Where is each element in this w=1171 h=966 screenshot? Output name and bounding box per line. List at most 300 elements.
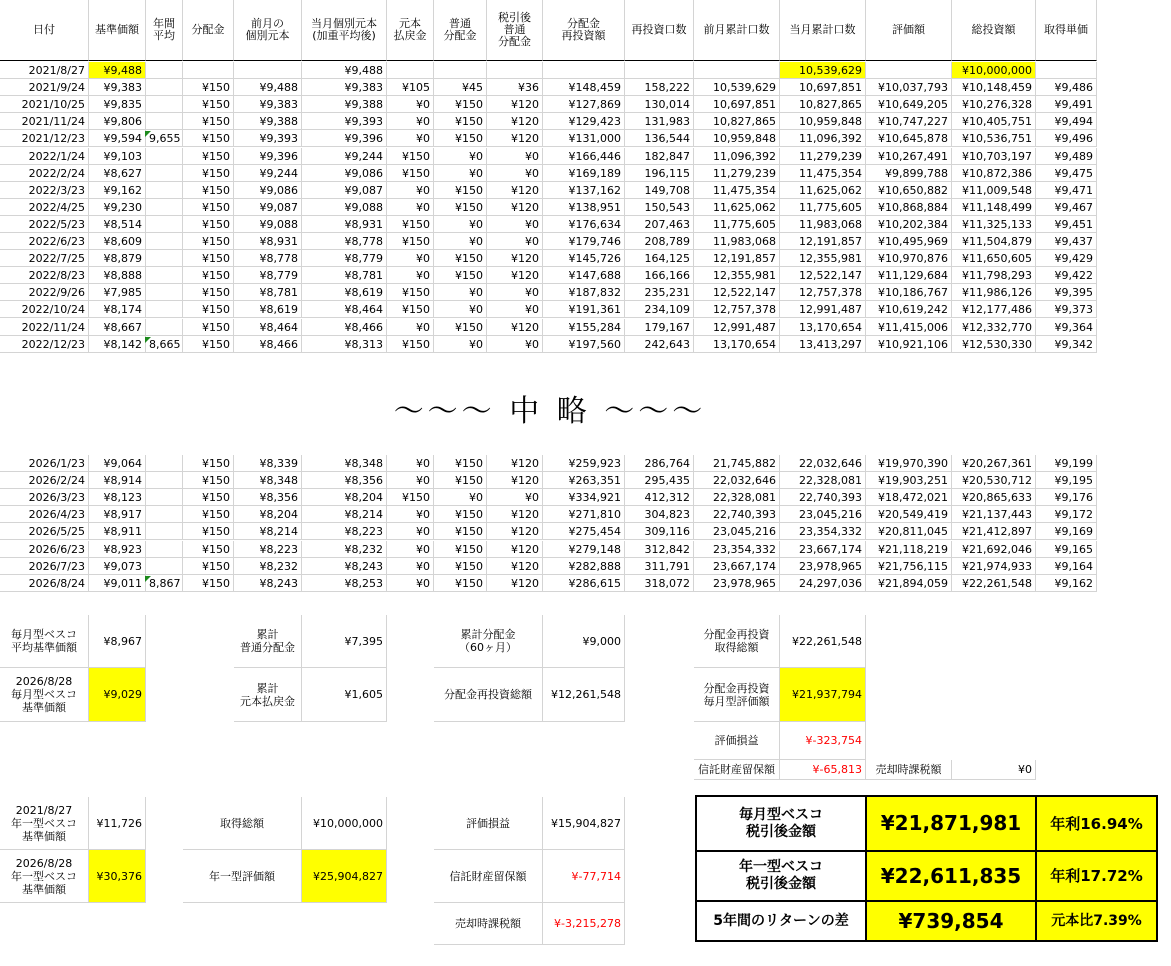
data-cell[interactable]: ¥8,214 [302, 506, 387, 523]
date-cell[interactable]: 2021/9/24 [0, 79, 89, 96]
data-cell[interactable]: ¥8,232 [302, 541, 387, 558]
data-cell[interactable]: 304,823 [625, 506, 694, 523]
data-cell[interactable]: 11,279,239 [694, 165, 780, 182]
date-cell[interactable]: 2026/8/24 [0, 575, 89, 592]
data-cell[interactable]: 23,045,216 [780, 506, 866, 523]
data-cell[interactable]: ¥150 [183, 182, 234, 199]
data-cell[interactable]: ¥150 [387, 284, 434, 301]
data-cell[interactable]: ¥11,325,133 [952, 216, 1036, 233]
data-cell[interactable]: ¥10,000,000 [952, 62, 1036, 79]
value-cell[interactable]: ¥0 [952, 760, 1036, 780]
data-cell[interactable]: ¥8,609 [89, 233, 146, 250]
data-cell[interactable] [1036, 62, 1097, 79]
data-cell[interactable]: ¥21,137,443 [952, 506, 1036, 523]
date-cell[interactable]: 2022/7/25 [0, 250, 89, 267]
data-cell[interactable]: ¥10,202,384 [866, 216, 952, 233]
data-cell[interactable]: ¥279,148 [543, 541, 625, 558]
data-cell[interactable]: ¥150 [183, 336, 234, 353]
data-cell[interactable]: 10,697,851 [780, 79, 866, 96]
data-cell[interactable]: 23,978,965 [780, 558, 866, 575]
data-cell[interactable]: 11,983,068 [694, 233, 780, 250]
data-cell[interactable]: ¥150 [387, 165, 434, 182]
data-cell[interactable]: 412,312 [625, 489, 694, 506]
data-cell[interactable]: ¥9,230 [89, 199, 146, 216]
data-cell[interactable]: ¥20,865,633 [952, 489, 1036, 506]
data-cell[interactable]: 11,625,062 [780, 182, 866, 199]
data-cell[interactable]: ¥0 [387, 319, 434, 336]
data-cell[interactable]: ¥0 [434, 148, 487, 165]
data-cell[interactable]: ¥9,396 [302, 130, 387, 147]
column-header[interactable]: 普通 分配金 [434, 0, 487, 61]
value-cell[interactable]: ¥1,605 [302, 668, 387, 722]
label-cell[interactable]: 累計 元本払戻金 [234, 668, 302, 722]
data-cell[interactable]: ¥21,894,059 [866, 575, 952, 592]
value-cell[interactable]: ¥22,261,548 [780, 615, 866, 668]
data-cell[interactable]: 11,475,354 [694, 182, 780, 199]
data-cell[interactable]: ¥8,232 [234, 558, 302, 575]
data-cell[interactable]: ¥271,810 [543, 506, 625, 523]
data-cell[interactable] [146, 472, 183, 489]
data-cell[interactable]: ¥21,412,897 [952, 523, 1036, 540]
data-cell[interactable]: ¥9,396 [234, 148, 302, 165]
data-cell[interactable]: 150,543 [625, 199, 694, 216]
data-cell[interactable]: ¥0 [434, 336, 487, 353]
data-cell[interactable]: ¥0 [387, 199, 434, 216]
data-cell[interactable]: 11,775,605 [780, 199, 866, 216]
data-cell[interactable]: 23,354,332 [780, 523, 866, 540]
data-cell[interactable]: 179,167 [625, 319, 694, 336]
date-cell[interactable]: 2026/7/23 [0, 558, 89, 575]
label-cell[interactable]: 信託財産留保額 [434, 850, 543, 903]
data-cell[interactable]: 10,539,629 [780, 62, 866, 79]
data-cell[interactable] [146, 62, 183, 79]
data-cell[interactable]: ¥0 [434, 216, 487, 233]
data-cell[interactable]: ¥0 [387, 506, 434, 523]
label-cell[interactable]: 2026/8/28 毎月型ベスコ 基準価額 [0, 668, 89, 722]
data-cell[interactable]: ¥8,466 [234, 336, 302, 353]
data-cell[interactable]: 130,014 [625, 96, 694, 113]
value-cell[interactable]: ¥9,029 [89, 668, 146, 722]
data-cell[interactable]: ¥9,011 [89, 575, 146, 592]
data-cell[interactable]: 22,740,393 [780, 489, 866, 506]
data-cell[interactable]: 10,697,851 [694, 96, 780, 113]
date-cell[interactable]: 2022/6/23 [0, 233, 89, 250]
data-cell[interactable]: ¥9,342 [1036, 336, 1097, 353]
data-cell[interactable]: ¥120 [487, 319, 543, 336]
data-cell[interactable]: ¥148,459 [543, 79, 625, 96]
data-cell[interactable]: ¥10,495,969 [866, 233, 952, 250]
data-cell[interactable]: ¥150 [387, 336, 434, 353]
data-cell[interactable]: ¥120 [487, 523, 543, 540]
data-cell[interactable]: 23,978,965 [694, 575, 780, 592]
data-cell[interactable]: ¥20,549,419 [866, 506, 952, 523]
data-cell[interactable]: ¥120 [487, 506, 543, 523]
data-cell[interactable]: ¥9,088 [234, 216, 302, 233]
data-cell[interactable]: ¥9,488 [89, 62, 146, 79]
data-cell[interactable]: 22,740,393 [694, 506, 780, 523]
data-cell[interactable] [387, 62, 434, 79]
data-cell[interactable]: ¥10,536,751 [952, 130, 1036, 147]
data-cell[interactable]: ¥0 [434, 284, 487, 301]
data-cell[interactable]: ¥9,244 [234, 165, 302, 182]
date-cell[interactable]: 2022/11/24 [0, 319, 89, 336]
column-header[interactable]: 評価額 [866, 0, 952, 61]
data-cell[interactable]: ¥11,986,126 [952, 284, 1036, 301]
data-cell[interactable]: ¥9,195 [1036, 472, 1097, 489]
data-cell[interactable]: 158,222 [625, 79, 694, 96]
data-cell[interactable]: ¥0 [387, 523, 434, 540]
data-cell[interactable]: ¥0 [487, 336, 543, 353]
data-cell[interactable]: ¥22,261,548 [952, 575, 1036, 592]
data-cell[interactable]: ¥11,798,293 [952, 267, 1036, 284]
data-cell[interactable]: ¥36 [487, 79, 543, 96]
data-cell[interactable]: 12,191,857 [694, 250, 780, 267]
data-cell[interactable]: ¥155,284 [543, 319, 625, 336]
data-cell[interactable]: ¥9,086 [234, 182, 302, 199]
data-cell[interactable]: 22,328,081 [780, 472, 866, 489]
data-cell[interactable]: 309,116 [625, 523, 694, 540]
data-cell[interactable]: ¥9,393 [234, 130, 302, 147]
value-cell[interactable]: ¥30,376 [89, 850, 146, 903]
value-cell[interactable]: ¥-3,215,278 [543, 903, 625, 945]
data-cell[interactable]: 12,355,981 [694, 267, 780, 284]
data-cell[interactable]: ¥21,692,046 [952, 541, 1036, 558]
data-cell[interactable]: ¥286,615 [543, 575, 625, 592]
value-cell[interactable]: ¥15,904,827 [543, 797, 625, 850]
data-cell[interactable]: ¥9,176 [1036, 489, 1097, 506]
data-cell[interactable] [146, 96, 183, 113]
value-cell[interactable]: ¥21,937,794 [780, 668, 866, 722]
data-cell[interactable]: ¥8,243 [234, 575, 302, 592]
data-cell[interactable]: 11,983,068 [780, 216, 866, 233]
data-cell[interactable]: ¥10,148,459 [952, 79, 1036, 96]
data-cell[interactable]: ¥150 [183, 96, 234, 113]
data-cell[interactable]: ¥19,970,390 [866, 455, 952, 472]
data-cell[interactable]: ¥9,488 [234, 79, 302, 96]
data-cell[interactable] [146, 541, 183, 558]
data-cell[interactable]: ¥150 [183, 523, 234, 540]
data-cell[interactable]: ¥0 [487, 284, 543, 301]
data-cell[interactable]: ¥8,879 [89, 250, 146, 267]
data-cell[interactable]: 8,867 [146, 575, 183, 592]
data-cell[interactable]: ¥11,148,499 [952, 199, 1036, 216]
data-cell[interactable]: ¥150 [434, 182, 487, 199]
data-cell[interactable]: ¥150 [183, 165, 234, 182]
data-cell[interactable]: ¥21,118,219 [866, 541, 952, 558]
date-cell[interactable]: 2026/4/23 [0, 506, 89, 523]
data-cell[interactable]: ¥19,903,251 [866, 472, 952, 489]
data-cell[interactable]: ¥8,778 [302, 233, 387, 250]
data-cell[interactable]: ¥8,514 [89, 216, 146, 233]
date-cell[interactable]: 2022/4/25 [0, 199, 89, 216]
data-cell[interactable]: ¥8,464 [302, 301, 387, 318]
column-header[interactable]: 取得単価 [1036, 0, 1097, 61]
data-cell[interactable]: ¥120 [487, 472, 543, 489]
data-cell[interactable]: ¥9,088 [302, 199, 387, 216]
data-cell[interactable]: ¥120 [487, 130, 543, 147]
data-cell[interactable]: ¥150 [434, 319, 487, 336]
data-cell[interactable]: ¥0 [487, 216, 543, 233]
result-label[interactable]: 5年間のリターンの差 [695, 900, 867, 942]
column-header[interactable]: 日付 [0, 0, 89, 61]
label-cell[interactable]: 分配金再投資 毎月型評価額 [694, 668, 780, 722]
data-cell[interactable]: ¥0 [434, 301, 487, 318]
data-cell[interactable]: 12,522,147 [694, 284, 780, 301]
data-cell[interactable]: 22,032,646 [694, 472, 780, 489]
data-cell[interactable]: 13,413,297 [780, 336, 866, 353]
result-label[interactable]: 年一型ベスコ 税引後金額 [695, 850, 867, 902]
data-cell[interactable]: ¥8,931 [234, 233, 302, 250]
data-cell[interactable]: 23,667,174 [694, 558, 780, 575]
data-cell[interactable]: ¥9,373 [1036, 301, 1097, 318]
data-cell[interactable]: ¥18,472,021 [866, 489, 952, 506]
data-cell[interactable] [146, 523, 183, 540]
data-cell[interactable]: ¥197,560 [543, 336, 625, 353]
data-cell[interactable]: ¥9,383 [234, 96, 302, 113]
data-cell[interactable]: 318,072 [625, 575, 694, 592]
data-cell[interactable]: ¥9,806 [89, 113, 146, 130]
data-cell[interactable] [625, 62, 694, 79]
data-cell[interactable]: 207,463 [625, 216, 694, 233]
data-cell[interactable]: ¥150 [183, 250, 234, 267]
label-cell[interactable]: 累計 普通分配金 [234, 615, 302, 668]
data-cell[interactable]: ¥8,781 [234, 284, 302, 301]
data-cell[interactable]: ¥150 [434, 558, 487, 575]
data-cell[interactable]: ¥275,454 [543, 523, 625, 540]
label-cell[interactable]: 年一型評価額 [183, 850, 302, 903]
data-cell[interactable]: ¥150 [434, 472, 487, 489]
label-cell[interactable]: 分配金再投資 取得総額 [694, 615, 780, 668]
data-cell[interactable]: ¥8,313 [302, 336, 387, 353]
data-cell[interactable]: ¥9,086 [302, 165, 387, 182]
data-cell[interactable]: ¥8,204 [234, 506, 302, 523]
data-cell[interactable]: ¥8,779 [234, 267, 302, 284]
data-cell[interactable]: ¥0 [487, 301, 543, 318]
data-cell[interactable]: ¥11,504,879 [952, 233, 1036, 250]
data-cell[interactable] [146, 79, 183, 96]
data-cell[interactable]: ¥9,064 [89, 455, 146, 472]
data-cell[interactable]: ¥8,779 [302, 250, 387, 267]
data-cell[interactable]: ¥9,087 [302, 182, 387, 199]
data-cell[interactable]: ¥8,214 [234, 523, 302, 540]
data-cell[interactable]: ¥9,103 [89, 148, 146, 165]
data-cell[interactable]: ¥150 [183, 506, 234, 523]
data-cell[interactable]: ¥20,267,361 [952, 455, 1036, 472]
label-cell[interactable]: 評価損益 [434, 797, 543, 850]
data-cell[interactable]: 208,789 [625, 233, 694, 250]
data-cell[interactable]: ¥11,009,548 [952, 182, 1036, 199]
data-cell[interactable]: ¥9,437 [1036, 233, 1097, 250]
data-cell[interactable]: ¥176,634 [543, 216, 625, 233]
data-cell[interactable]: ¥8,917 [89, 506, 146, 523]
data-cell[interactable]: ¥9,164 [1036, 558, 1097, 575]
data-cell[interactable]: ¥0 [387, 575, 434, 592]
data-cell[interactable]: ¥169,189 [543, 165, 625, 182]
data-cell[interactable]: ¥9,169 [1036, 523, 1097, 540]
value-cell[interactable]: ¥-323,754 [780, 722, 866, 760]
data-cell[interactable]: 131,983 [625, 113, 694, 130]
data-cell[interactable]: ¥0 [387, 267, 434, 284]
data-cell[interactable]: ¥0 [387, 455, 434, 472]
data-cell[interactable]: ¥45 [434, 79, 487, 96]
data-cell[interactable]: ¥8,778 [234, 250, 302, 267]
label-cell[interactable]: 2026/8/28 年一型ベスコ 基準価額 [0, 850, 89, 903]
date-cell[interactable]: 2022/3/23 [0, 182, 89, 199]
data-cell[interactable]: 21,745,882 [694, 455, 780, 472]
column-header[interactable]: 分配金 [183, 0, 234, 61]
data-cell[interactable]: ¥9,388 [234, 113, 302, 130]
data-cell[interactable]: ¥120 [487, 455, 543, 472]
column-header[interactable]: 基準価額 [89, 0, 146, 61]
data-cell[interactable]: ¥150 [434, 506, 487, 523]
data-cell[interactable] [146, 182, 183, 199]
column-header[interactable]: 前月累計口数 [694, 0, 780, 61]
data-cell[interactable]: ¥150 [434, 96, 487, 113]
data-cell[interactable]: ¥8,339 [234, 455, 302, 472]
data-cell[interactable] [146, 301, 183, 318]
data-cell[interactable]: ¥105 [387, 79, 434, 96]
data-cell[interactable]: ¥9,471 [1036, 182, 1097, 199]
data-cell[interactable]: ¥150 [183, 216, 234, 233]
data-cell[interactable]: ¥8,223 [302, 523, 387, 540]
data-cell[interactable]: ¥150 [183, 319, 234, 336]
data-cell[interactable]: ¥0 [434, 489, 487, 506]
data-cell[interactable]: ¥0 [387, 113, 434, 130]
data-cell[interactable]: 9,655 [146, 130, 183, 147]
date-cell[interactable]: 2022/8/23 [0, 267, 89, 284]
data-cell[interactable]: 12,757,378 [694, 301, 780, 318]
data-cell[interactable]: ¥10,619,242 [866, 301, 952, 318]
date-cell[interactable]: 2021/8/27 [0, 62, 89, 79]
data-cell[interactable]: ¥9,486 [1036, 79, 1097, 96]
data-cell[interactable]: ¥8,123 [89, 489, 146, 506]
data-cell[interactable] [146, 489, 183, 506]
data-cell[interactable]: ¥150 [434, 455, 487, 472]
data-cell[interactable]: ¥9,244 [302, 148, 387, 165]
data-cell[interactable]: ¥8,464 [234, 319, 302, 336]
data-cell[interactable]: ¥150 [183, 267, 234, 284]
data-cell[interactable]: ¥131,000 [543, 130, 625, 147]
data-cell[interactable]: ¥12,332,770 [952, 319, 1036, 336]
result-rate[interactable]: 元本比7.39% [1035, 900, 1158, 942]
data-cell[interactable]: ¥150 [183, 541, 234, 558]
data-cell[interactable]: ¥10,037,793 [866, 79, 952, 96]
data-cell[interactable]: 10,539,629 [694, 79, 780, 96]
data-cell[interactable]: 12,991,487 [694, 319, 780, 336]
data-cell[interactable]: ¥21,756,115 [866, 558, 952, 575]
data-cell[interactable]: ¥150 [183, 455, 234, 472]
data-cell[interactable]: ¥150 [387, 148, 434, 165]
date-cell[interactable]: 2021/12/23 [0, 130, 89, 147]
data-cell[interactable]: ¥150 [183, 301, 234, 318]
data-cell[interactable]: 242,643 [625, 336, 694, 353]
data-cell[interactable]: 23,045,216 [694, 523, 780, 540]
data-cell[interactable]: ¥282,888 [543, 558, 625, 575]
data-cell[interactable]: ¥259,923 [543, 455, 625, 472]
date-cell[interactable]: 2021/10/25 [0, 96, 89, 113]
data-cell[interactable]: 10,959,848 [780, 113, 866, 130]
data-cell[interactable]: ¥120 [487, 575, 543, 592]
data-cell[interactable]: 312,842 [625, 541, 694, 558]
data-cell[interactable]: ¥150 [434, 199, 487, 216]
data-cell[interactable]: 23,354,332 [694, 541, 780, 558]
date-cell[interactable]: 2026/5/25 [0, 523, 89, 540]
value-cell[interactable]: ¥-65,813 [780, 760, 866, 780]
data-cell[interactable]: 10,827,865 [780, 96, 866, 113]
data-cell[interactable]: ¥9,451 [1036, 216, 1097, 233]
data-cell[interactable] [866, 62, 952, 79]
data-cell[interactable]: ¥120 [487, 558, 543, 575]
column-header[interactable]: 当月累計口数 [780, 0, 866, 61]
data-cell[interactable]: ¥0 [434, 165, 487, 182]
data-cell[interactable]: ¥8,142 [89, 336, 146, 353]
result-value[interactable]: ¥739,854 [865, 900, 1037, 942]
data-cell[interactable]: ¥150 [183, 148, 234, 165]
data-cell[interactable]: ¥191,361 [543, 301, 625, 318]
data-cell[interactable]: ¥8,204 [302, 489, 387, 506]
data-cell[interactable] [146, 148, 183, 165]
value-cell[interactable]: ¥10,000,000 [302, 797, 387, 850]
data-cell[interactable]: ¥10,868,884 [866, 199, 952, 216]
data-cell[interactable]: ¥150 [434, 575, 487, 592]
data-cell[interactable]: 22,032,646 [780, 455, 866, 472]
value-cell[interactable]: ¥12,261,548 [543, 668, 625, 722]
value-cell[interactable]: ¥11,726 [89, 797, 146, 850]
data-cell[interactable]: ¥150 [434, 130, 487, 147]
result-value[interactable]: ¥21,871,981 [865, 795, 1037, 852]
data-cell[interactable]: 166,166 [625, 267, 694, 284]
data-cell[interactable] [543, 62, 625, 79]
result-rate[interactable]: 年利17.72% [1035, 850, 1158, 902]
data-cell[interactable]: ¥9,172 [1036, 506, 1097, 523]
data-cell[interactable]: ¥129,423 [543, 113, 625, 130]
data-cell[interactable]: ¥9,087 [234, 199, 302, 216]
data-cell[interactable]: ¥10,645,878 [866, 130, 952, 147]
data-cell[interactable]: ¥150 [387, 489, 434, 506]
data-cell[interactable]: ¥9,364 [1036, 319, 1097, 336]
data-cell[interactable]: ¥9,491 [1036, 96, 1097, 113]
data-cell[interactable]: ¥9,899,788 [866, 165, 952, 182]
data-cell[interactable] [183, 62, 234, 79]
data-cell[interactable]: ¥9,383 [302, 79, 387, 96]
data-cell[interactable]: ¥9,494 [1036, 113, 1097, 130]
label-cell[interactable]: 毎月型ベスコ 平均基準価額 [0, 615, 89, 668]
data-cell[interactable] [146, 216, 183, 233]
data-cell[interactable]: ¥150 [434, 541, 487, 558]
label-cell[interactable]: 2021/8/27 年一型ベスコ 基準価額 [0, 797, 89, 850]
data-cell[interactable]: ¥10,276,328 [952, 96, 1036, 113]
data-cell[interactable]: ¥0 [487, 489, 543, 506]
data-cell[interactable]: ¥0 [487, 165, 543, 182]
data-cell[interactable]: 23,667,174 [780, 541, 866, 558]
result-rate[interactable]: 年利16.94% [1035, 795, 1158, 852]
data-cell[interactable]: ¥0 [387, 96, 434, 113]
data-cell[interactable]: ¥20,530,712 [952, 472, 1036, 489]
data-cell[interactable] [146, 250, 183, 267]
data-cell[interactable]: ¥145,726 [543, 250, 625, 267]
data-cell[interactable]: ¥9,429 [1036, 250, 1097, 267]
data-cell[interactable]: ¥150 [434, 250, 487, 267]
data-cell[interactable]: ¥12,177,486 [952, 301, 1036, 318]
data-cell[interactable]: ¥10,650,882 [866, 182, 952, 199]
data-cell[interactable]: ¥150 [434, 267, 487, 284]
data-cell[interactable]: ¥0 [487, 148, 543, 165]
data-cell[interactable]: ¥9,165 [1036, 541, 1097, 558]
date-cell[interactable]: 2022/1/24 [0, 148, 89, 165]
data-cell[interactable]: 11,775,605 [694, 216, 780, 233]
data-cell[interactable]: ¥9,488 [302, 62, 387, 79]
data-cell[interactable] [487, 62, 543, 79]
